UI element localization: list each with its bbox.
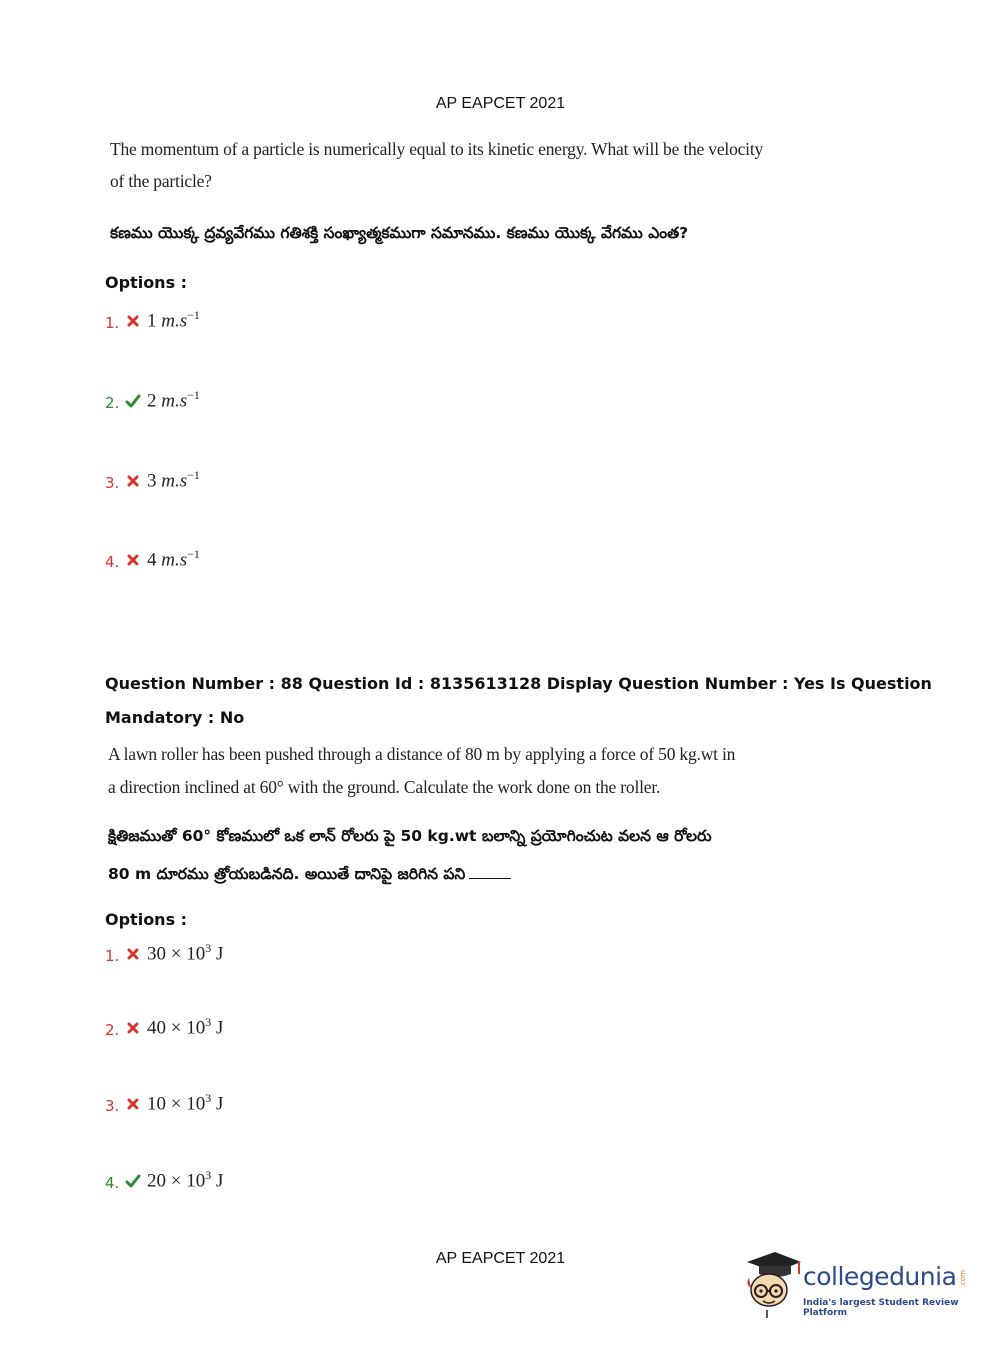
option-number: 3. (105, 1097, 120, 1115)
page-header: AP EAPCET 2021 (435, 95, 566, 112)
option-value: 1 $m.s^{-1}$ (147, 308, 200, 332)
option-number: 4. (105, 553, 120, 571)
question-meta: Mandatory : No (105, 708, 245, 727)
option-value: $40 \times 10^3$ J (147, 1015, 224, 1039)
question-meta: Question Number : 88 Question Id : 8135613128 Display Question Number : Yes Is Question (105, 674, 932, 693)
option-number: 3. (105, 474, 120, 492)
question-text-line: The momentum of a particle is numerically equal to its kinetic energy. What will be the velocity (110, 139, 764, 159)
option-value: 3 $m.s^{-1}$ (147, 468, 200, 492)
option-value: 4 $m.s^{-1}$ (147, 547, 200, 571)
option-value: 2 $m.s^{-1}$ (147, 388, 200, 412)
logo-tagline: India's largest Student Review Platform (803, 1298, 959, 1318)
question-text-line: A lawn roller has been pushed through a distance of 80 m by applying a force of 50 kg.wt in (108, 744, 736, 764)
option-number: 4. (105, 1174, 120, 1192)
cross-icon (125, 946, 141, 962)
logo-suffix: .com (959, 1270, 967, 1288)
options-label: Options : (105, 273, 188, 292)
checkmark-icon (125, 1173, 141, 1189)
option-value: $10 \times 10^3$ J (147, 1091, 224, 1115)
checkmark-icon (125, 393, 141, 409)
logo-wordmark: collegedunia (803, 1262, 957, 1291)
question-text-line: a direction inclined at 60° with the ground. Calculate the work done on the roller. (108, 777, 661, 797)
cross-icon (125, 313, 141, 329)
cross-icon (125, 473, 141, 489)
option-value: $20 \times 10^3$ J (147, 1168, 224, 1192)
cross-icon (125, 1096, 141, 1112)
option-number: 1. (105, 947, 120, 965)
option-value: $30 \times 10^3$ J (147, 941, 224, 965)
question-text-telugu: 80 m దూరము త్రోయబడినది. అయితే దానిపై జరిగిన పని (108, 865, 511, 887)
answer-blank (469, 878, 511, 879)
question-text-telugu: క్షితిజముతో 60° కోణములో ఒక లాన్ రోలరు పై 50 kg.wt బలాన్ని ప్రయోగించుట వలన ఆ రోలరు (108, 827, 712, 845)
question-text-line: of the particle? (110, 171, 212, 191)
page-footer: AP EAPCET 2021 (435, 1250, 566, 1267)
option-number: 2. (105, 1021, 120, 1039)
cross-icon (125, 552, 141, 568)
question-text-telugu: కణము యొక్క ద్రవ్యవేగము గతిశక్తి సంఖ్యాత్మకముగా సమానము. కణము యొక్క వేగము ఎంత? (110, 224, 689, 242)
option-number: 2. (105, 394, 120, 412)
mascot-icon (741, 1248, 803, 1320)
cross-icon (125, 1020, 141, 1036)
collegedunia-logo (741, 1248, 971, 1320)
option-number: 1. (105, 314, 120, 332)
options-label: Options : (105, 910, 188, 929)
